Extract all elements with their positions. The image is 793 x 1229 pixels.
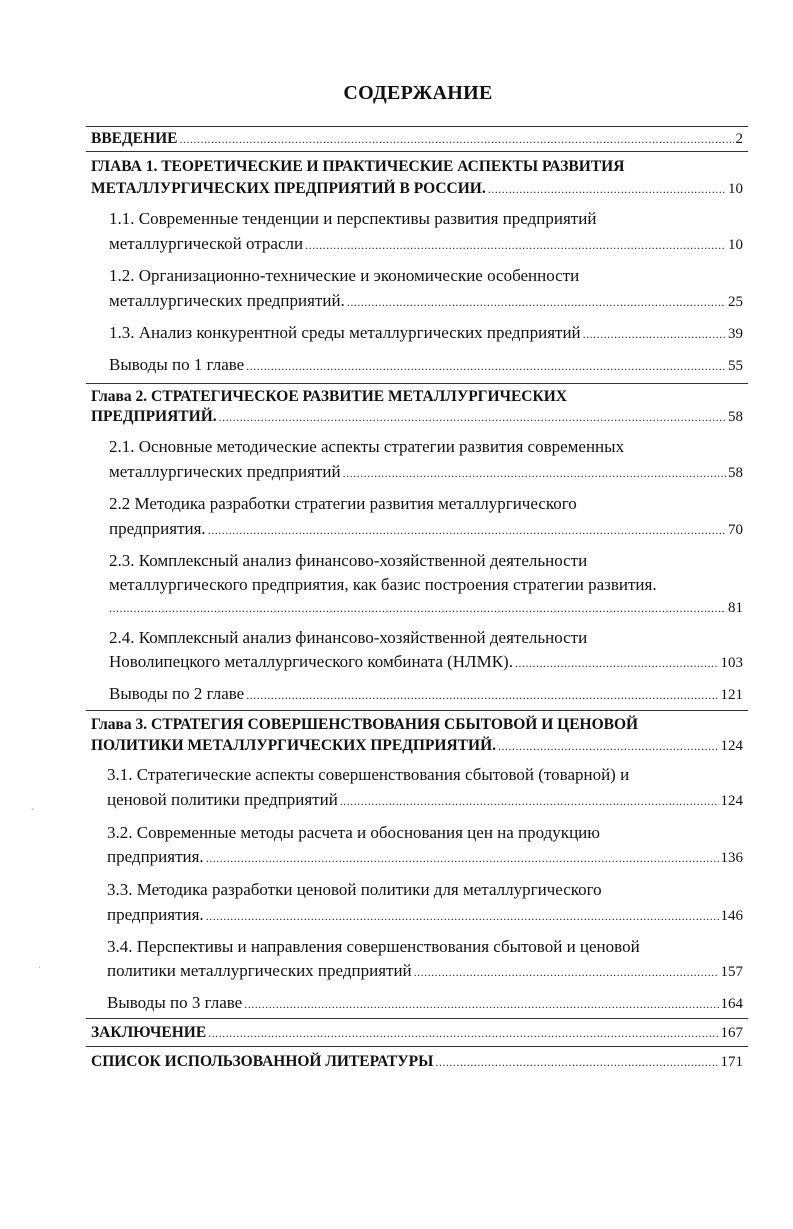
toc-entry-text: металлургических предприятий.: [109, 291, 345, 310]
toc-section-3-2-line1[interactable]: [107, 822, 743, 844]
toc-entry-text: ГЛАВА 1. ТЕОРЕТИЧЕСКИЕ И ПРАКТИЧЕСКИЕ АСПЕКТЫ РАЗВИТИЯ: [91, 158, 625, 175]
toc-entry-text: МЕТАЛЛУРГИЧЕСКИХ ПРЕДПРИЯТИЙ В РОССИИ.: [91, 180, 486, 197]
toc-chapter-2[interactable]: [91, 406, 743, 428]
toc-section-1-3[interactable]: [109, 322, 743, 345]
toc-entry-conclusion[interactable]: [91, 1022, 743, 1044]
toc-entry-text: Выводы по 1 главе: [109, 355, 245, 374]
table-rule: [86, 710, 748, 711]
toc-entry-text: ВВЕДЕНИЕ: [91, 130, 178, 147]
toc-entry-text: Глава 2. СТРАТЕГИЧЕСКОЕ РАЗВИТИЕ МЕТАЛЛУРГИЧЕСКИХ: [91, 388, 567, 405]
toc-entry-text: 3.2. Современные методы расчета и обоснования цен на продукцию: [107, 823, 600, 842]
scan-mark: ˎ: [31, 800, 34, 810]
toc-page-number: 146: [720, 908, 743, 924]
toc-page-number: 164: [720, 996, 743, 1012]
toc-entry-text: Новолипецкого металлургического комбината (НЛМК).: [109, 652, 513, 671]
toc-page-number: 157: [720, 964, 743, 980]
toc-entry-text: 1.2. Организационно-технические и экономические особенности: [109, 266, 580, 285]
table-rule: [86, 126, 748, 127]
table-rule: [86, 1018, 748, 1019]
toc-entry-text: 2.4. Комплексный анализ финансово-хозяйственной деятельности: [109, 628, 588, 647]
toc-page-number: 167: [720, 1025, 743, 1041]
toc-entry-text: 1.3. Анализ конкурентной среды металлургических предприятий: [109, 323, 581, 342]
toc-entry-text: Выводы по 3 главе: [107, 993, 243, 1012]
toc-section-3-2[interactable]: [107, 846, 743, 869]
dot-leader: [179, 128, 733, 150]
dot-leader: [583, 323, 726, 345]
toc-conclusions-ch2[interactable]: [109, 683, 743, 706]
scan-mark: ˈ: [38, 965, 41, 975]
toc-section-3-4[interactable]: [107, 960, 743, 983]
toc-section-2-3-line2[interactable]: [109, 574, 749, 596]
toc-page-number: 81: [728, 600, 743, 616]
toc-page-number: 171: [720, 1054, 743, 1070]
toc-section-3-4-line1[interactable]: [107, 936, 747, 958]
dot-leader: [414, 961, 719, 983]
dot-leader: [515, 652, 719, 674]
dot-leader: [435, 1051, 718, 1073]
dot-leader: [498, 735, 719, 757]
toc-page-number: 10: [728, 237, 743, 253]
dot-leader: [340, 790, 719, 812]
toc-section-3-3-line1[interactable]: [107, 879, 743, 901]
toc-page-number: 10: [728, 181, 743, 197]
toc-conclusions-ch1[interactable]: [109, 354, 743, 377]
dot-leader: [219, 406, 726, 428]
toc-entry-text: предприятия.: [109, 519, 206, 538]
toc-chapter-1-line1[interactable]: [91, 156, 743, 178]
toc-chapter-3[interactable]: [91, 735, 743, 757]
toc-section-3-1-line1[interactable]: [107, 764, 743, 786]
toc-entry-text: металлургических предприятий: [109, 462, 341, 481]
dot-leader: [206, 847, 719, 869]
toc-page-number: 58: [728, 465, 743, 481]
toc-chapter-2-line1[interactable]: [91, 386, 743, 408]
toc-entry-text: предприятия.: [107, 847, 204, 866]
toc-entry-text: ценовой политики предприятий: [107, 790, 338, 809]
dot-leader: [347, 291, 726, 313]
toc-entry-text: металлургического предприятия, как базис построения стратегии развития.: [109, 575, 657, 594]
toc-section-2-3[interactable]: [109, 597, 743, 619]
toc-entry-text: металлургической отрасли: [109, 234, 304, 253]
toc-entry-text: ПОЛИТИКИ МЕТАЛЛУРГИЧЕСКИХ ПРЕДПРИЯТИЙ.: [91, 737, 496, 754]
toc-entry-text: 3.4. Перспективы и направления совершенствования сбытовой и ценовой: [107, 937, 640, 956]
dot-leader: [488, 178, 726, 200]
table-rule: [86, 383, 748, 384]
toc-entry-text: 2.2 Методика разработки стратегии развития металлургического: [109, 494, 577, 513]
toc-page-number: 39: [728, 326, 743, 342]
toc-section-3-1[interactable]: [107, 789, 743, 812]
toc-section-2-2[interactable]: [109, 518, 743, 541]
toc-entry-text: 3.1. Стратегические аспекты совершенствования сбытовой (товарной) и: [107, 765, 630, 784]
toc-page-number: 121: [720, 687, 743, 703]
toc-entry-text: 2.1. Основные методические аспекты стратегии развития современных: [109, 437, 625, 456]
toc-section-2-1[interactable]: [109, 461, 743, 484]
toc-chapter-1[interactable]: [91, 178, 743, 200]
toc-section-2-4[interactable]: [109, 651, 743, 674]
dot-leader: [246, 684, 718, 706]
toc-section-1-1-line1[interactable]: [109, 208, 743, 230]
toc-page-number: 124: [720, 793, 743, 809]
table-rule: [86, 151, 748, 152]
toc-entry-text: ПРЕДПРИЯТИЙ.: [91, 408, 217, 425]
dot-leader: [244, 993, 718, 1015]
toc-section-1-2[interactable]: [109, 290, 743, 313]
toc-entry-text: политики металлургических предприятий: [107, 961, 412, 980]
toc-entry-references[interactable]: [91, 1051, 743, 1073]
toc-entry-text: 1.1. Современные тенденции и перспективы развития предприятий: [109, 209, 597, 228]
toc-page-number: 136: [720, 850, 743, 866]
dot-leader: [208, 519, 726, 541]
toc-page-number: 55: [728, 358, 743, 374]
toc-section-3-3[interactable]: [107, 904, 743, 927]
toc-entry-text: предприятия.: [107, 905, 204, 924]
dot-leader: [208, 1022, 718, 1044]
toc-page-number: 2: [735, 131, 743, 147]
toc-page-number: 58: [728, 409, 743, 425]
toc-page-number: 25: [728, 294, 743, 310]
toc-entry-text: 2.3. Комплексный анализ финансово-хозяйственной деятельности: [109, 551, 588, 570]
toc-chapter-3-line1[interactable]: [91, 714, 743, 736]
toc-section-2-4-line1[interactable]: [109, 627, 743, 649]
dot-leader: [343, 462, 726, 484]
toc-page-number: 124: [720, 738, 743, 754]
toc-page-number: 103: [720, 655, 743, 671]
dot-leader: [206, 905, 719, 927]
toc-section-2-1-line1[interactable]: [109, 436, 743, 458]
toc-entry-text: ЗАКЛЮЧЕНИЕ: [91, 1024, 207, 1041]
toc-entry-text: СПИСОК ИСПОЛЬЗОВАННОЙ ЛИТЕРАТУРЫ: [91, 1053, 434, 1070]
page-title: СОДЕРЖАНИЕ: [343, 82, 493, 104]
dot-leader: [305, 234, 726, 256]
toc-entry-text: 3.3. Методика разработки ценовой политики для металлургического: [107, 880, 602, 899]
dot-leader: [246, 355, 726, 377]
table-rule: [86, 1046, 748, 1047]
toc-entry-intro[interactable]: [91, 128, 743, 150]
toc-section-2-3-line1[interactable]: [109, 550, 743, 572]
toc-section-1-1[interactable]: [109, 233, 743, 256]
toc-section-2-2-line1[interactable]: [109, 493, 743, 515]
toc-section-1-2-line1[interactable]: [109, 265, 743, 287]
toc-entry-text: Глава 3. СТРАТЕГИЯ СОВЕРШЕНСТВОВАНИЯ СБЫТОВОЙ И ЦЕНОВОЙ: [91, 716, 639, 733]
toc-entry-text: Выводы по 2 главе: [109, 684, 245, 703]
dot-leader: [109, 597, 726, 619]
toc-conclusions-ch3[interactable]: [107, 992, 743, 1015]
toc-page-number: 70: [728, 522, 743, 538]
